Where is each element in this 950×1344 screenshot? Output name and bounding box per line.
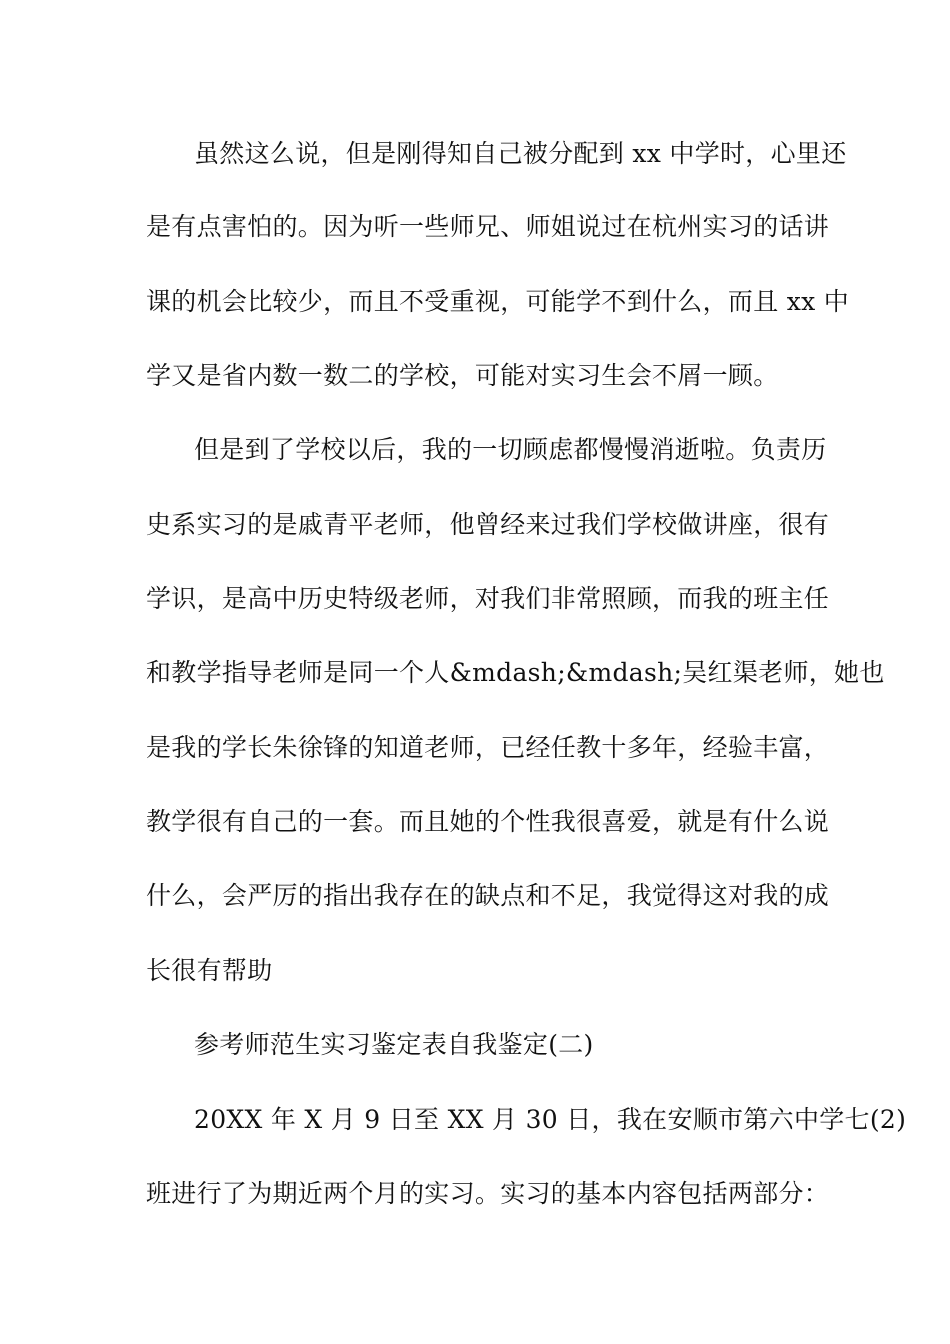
paragraph-line: 班进行了为期近两个月的实习。实习的基本内容包括两部分： bbox=[146, 1179, 830, 1208]
paragraph-line: 教学很有自己的一套。而且她的个性我很喜爱，就是有什么说 bbox=[146, 807, 830, 836]
paragraph-line: 是有点害怕的。因为听一些师兄、师姐说过在杭州实习的话讲 bbox=[146, 212, 830, 241]
paragraph-line: 学又是省内数一数二的学校，可能对实习生会不屑一顾。 bbox=[146, 361, 779, 390]
paragraph-line: 学识，是高中历史特级老师，对我们非常照顾，而我的班主任 bbox=[146, 584, 830, 613]
paragraph-line: 史系实习的是戚青平老师，他曾经来过我们学校做讲座，很有 bbox=[146, 510, 830, 539]
paragraph-line: 和教学指导老师是同一个人&mdash;&mdash;吴红渠老师，她也 bbox=[146, 658, 885, 687]
paragraph-line: 课的机会比较少，而且不受重视，可能学不到什么，而且 xx 中 bbox=[146, 287, 850, 316]
paragraph-line: 但是到了学校以后，我的一切顾虑都慢慢消逝啦。负责历 bbox=[194, 435, 827, 464]
paragraph-line: 什么，会严厉的指出我存在的缺点和不足，我觉得这对我的成 bbox=[146, 881, 830, 910]
section-heading: 参考师范生实习鉴定表自我鉴定(二) bbox=[194, 1030, 594, 1059]
paragraph-line: 长很有帮助 bbox=[146, 956, 273, 985]
paragraph-line: 20XX 年 X 月 9 日至 XX 月 30 日，我在安顺市第六中学七(2) bbox=[194, 1105, 907, 1134]
paragraph-line: 虽然这么说，但是刚得知自己被分配到 xx 中学时，心里还 bbox=[194, 139, 847, 168]
paragraph-line: 是我的学长朱徐锋的知道老师，已经任教十多年，经验丰富， bbox=[146, 733, 830, 762]
